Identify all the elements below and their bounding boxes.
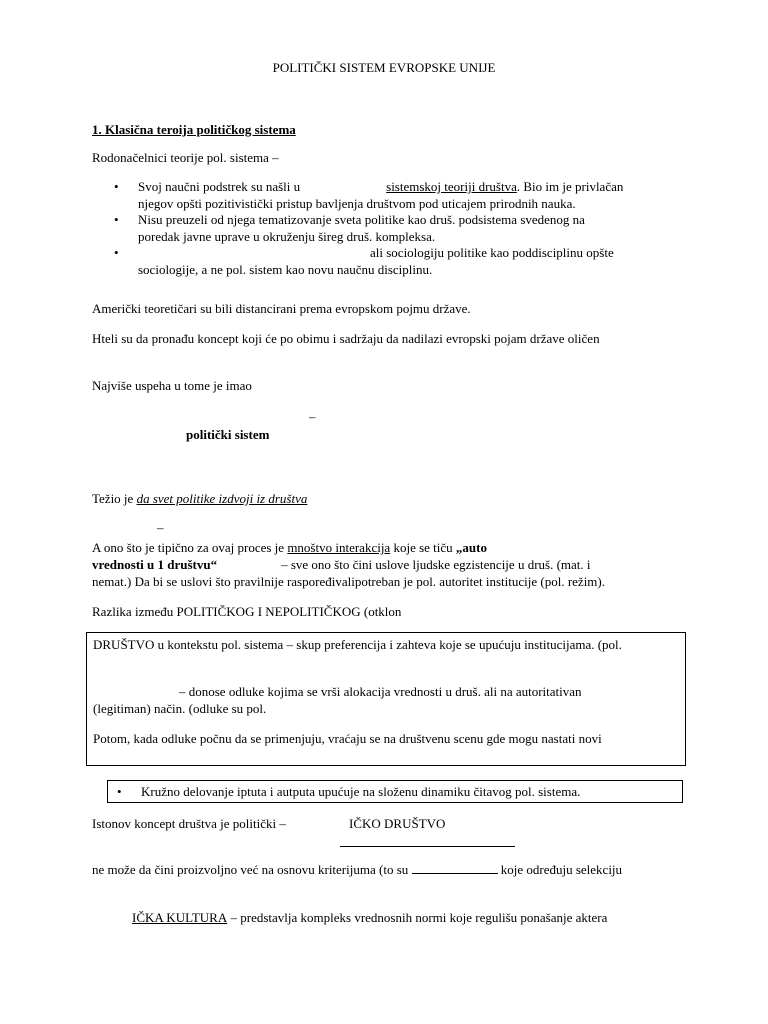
dash-mark: –	[309, 409, 316, 424]
text-box	[86, 632, 686, 766]
paragraph-rodonacelnici: Rodonačelnici teorije pol. sistema –	[92, 150, 279, 165]
term-politicki-sistem: politički sistem	[186, 427, 270, 442]
bullet-icon: •	[117, 784, 122, 799]
paragraph-istonov: Istonov koncept društva je politički –	[92, 816, 286, 831]
box-line: DRUŠTVO u kontekstu pol. sistema – skup preferencija i zahteva koje se upućuju institucijama. (pol.	[93, 637, 622, 652]
bullet-box	[107, 780, 683, 803]
paragraph-nemoze: ne može da čini proizvoljno već na osnovu kriterijuma (to su koje određuju selekciju	[92, 862, 623, 877]
dash-mark: –	[157, 520, 164, 535]
paragraph-ono: A ono što je tipično za ovaj proces je mnoštvo interakcija koje se tiču „auto vrednosti u 1 društvu“ – sve ono što čini uslove ljudske egzistencije u druš. (mat. i nemat.) Da bi se uslovi što pravilnije raspoređivalipotreban je pol. autoritet institucije (pol. režim).	[92, 540, 605, 589]
blank-line	[340, 846, 515, 847]
box-line: (legitiman) način. (odluke su pol.	[93, 701, 267, 716]
paragraph-kultura: IČKA KULTURA – predstavlja kompleks vrednosnih normi koje regulišu ponašanje aktera	[132, 910, 608, 925]
bullet-icon: •	[114, 179, 119, 194]
bullet-icon: •	[114, 212, 119, 227]
paragraph-hteli: Hteli su da pronađu koncept koji će po obimu i sadržaju da nadilazi evropski pojam države oličen	[92, 331, 600, 346]
paragraph-razlika: Razlika između POLITIČKOG I NEPOLITIČKOG (otklon	[92, 604, 402, 619]
paragraph-americki: Američki teoretičari su bili distancirani prema evropskom pojmu države.	[92, 301, 471, 316]
paragraph-najvise: Najviše uspeha u tome je imao	[92, 378, 252, 393]
list-item: • Nisu preuzeli od njega tematizovanje sveta politike kao druš. podsistema svedenog na poredak javne uprave u okruženju šireg druš. kompleksa.	[114, 212, 585, 244]
blank-line	[412, 861, 498, 874]
box-line: – donose odluke kojima se vrši alokacija vrednosti u druš. ali na autoritativan	[179, 684, 582, 699]
list-item: • Svoj naučni podstrek su našli u sistemskoj teoriji društva. Bio im je privlačan njegov opšti pozitivistički pristup bavljenja društvom pod uticajem prirodnih nauka.	[114, 179, 624, 211]
box-bullet-text: Kružno delovanje iptuta i autputa upućuje na složenu dinamiku čitavog pol. sistema.	[141, 784, 581, 799]
bullet-icon: •	[114, 245, 119, 260]
term-drustvo: IČKO DRUŠTVO	[349, 816, 446, 831]
paragraph-tezio: Težio je da svet politike izdvoji iz društva	[92, 491, 308, 506]
page-title: POLITIČKI SISTEM EVROPSKE UNIJE	[272, 60, 496, 75]
section-heading: 1. Klasična teroija političkog sistema	[92, 122, 296, 137]
bullet-list	[92, 179, 672, 278]
list-item: • ali sociologiju politike kao poddisciplinu opšte sociologije, a ne pol. sistem kao novu naučnu disciplinu.	[114, 245, 614, 277]
box-line: Potom, kada odluke počnu da se primenjuju, vraćaju se na društvenu scenu gde mogu nastati novi	[93, 731, 602, 746]
